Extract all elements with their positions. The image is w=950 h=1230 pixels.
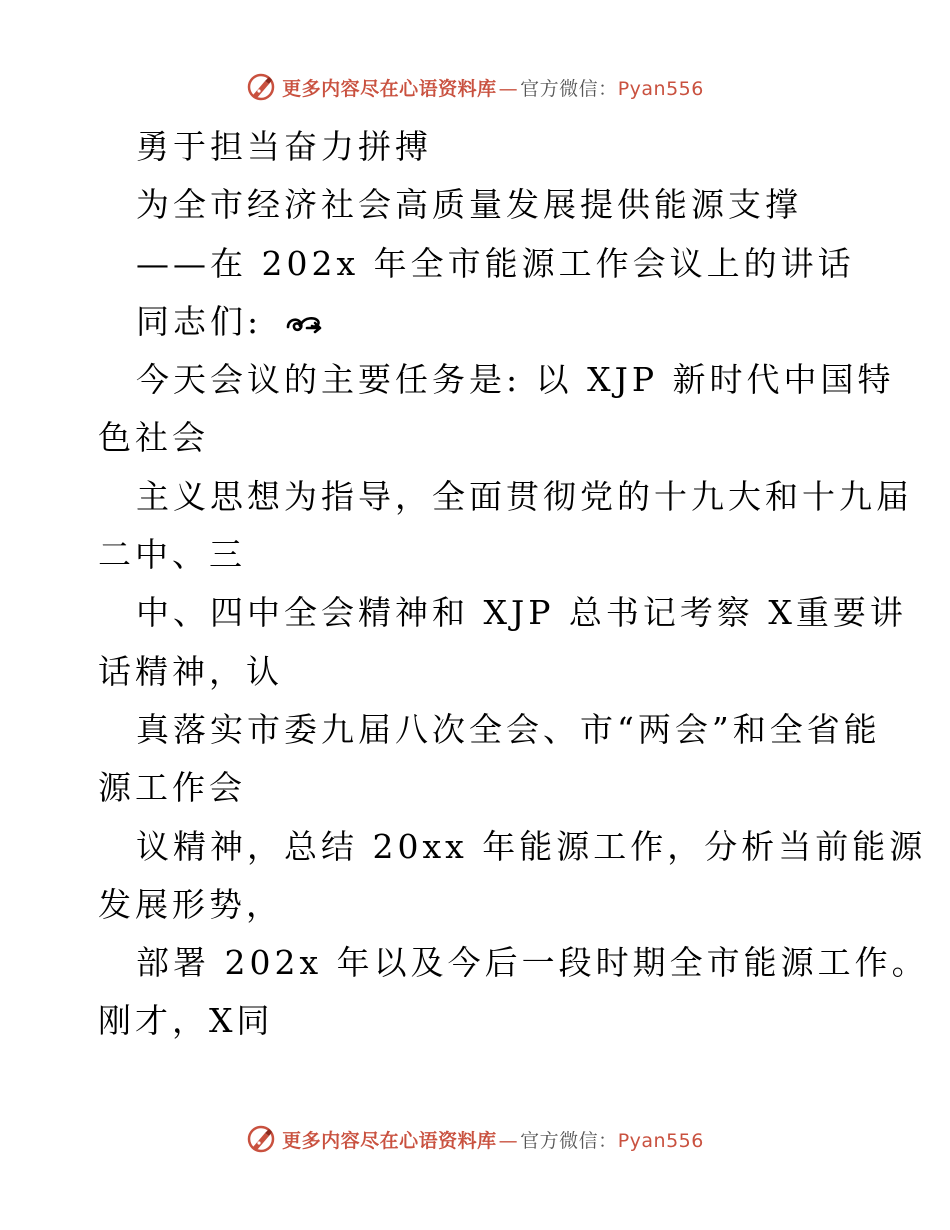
watermark-wechat-label: 官方微信： — [520, 1129, 618, 1152]
paragraph-line: 中、四中全会精神和 XJP 总书记考察 X重要讲 — [136, 593, 907, 633]
watermark-wechat-id: Pyan556 — [617, 77, 704, 100]
document-salutation — [98, 293, 858, 351]
paragraph-line: 发展形势， — [98, 884, 283, 924]
watermark-wechat-id: Pyan556 — [617, 1129, 704, 1152]
flourish-ornament-icon — [285, 313, 323, 335]
paragraph-line: 部署 202x 年以及今后一段时期全市能源工作。 — [136, 943, 929, 983]
paragraph-line: 源工作会 — [98, 768, 246, 808]
paragraph-line: 刚才，X同 — [98, 1001, 274, 1041]
watermark-text — [282, 1126, 704, 1153]
document-speech-occasion: ——在 202x 年全市能源工作会议上的讲话 — [136, 243, 855, 283]
paragraph-line: 真落实市委九届八次全会、市“两会”和全省能 — [136, 709, 881, 749]
document-title: 勇于担当奋力拼搏 — [136, 127, 432, 166]
watermark-text — [282, 74, 704, 101]
watermark-separator: — — [498, 1129, 519, 1152]
footer-watermark — [0, 1124, 950, 1154]
header-watermark — [0, 72, 950, 102]
paragraph-line: 今天会议的主要任务是: 以 XJP 新时代中国特 — [136, 360, 895, 400]
watermark-site-text: 更多内容尽在心语资料库 — [282, 1129, 497, 1152]
watermark-separator: — — [498, 77, 519, 100]
paragraph-line: 二中、三 — [98, 535, 246, 575]
pen-nib-logo-icon — [246, 1124, 276, 1154]
paragraph-line: 色社会 — [98, 418, 209, 458]
document-subtitle: 为全市经济社会高质量发展提供能源支撑 — [136, 185, 802, 225]
watermark-wechat-label: 官方微信： — [520, 77, 618, 100]
salutation-text: 同志们: — [136, 301, 263, 341]
watermark-site-text: 更多内容尽在心语资料库 — [282, 77, 497, 100]
paragraph-line: 主义思想为指导，全面贯彻党的十九大和十九届 — [136, 476, 913, 516]
paragraph-line: 话精神，认 — [98, 651, 283, 691]
paragraph-line: 议精神，总结 20xx 年能源工作，分析当前能源 — [136, 826, 927, 866]
document-body — [98, 118, 929, 1051]
pen-nib-logo-icon — [246, 72, 276, 102]
